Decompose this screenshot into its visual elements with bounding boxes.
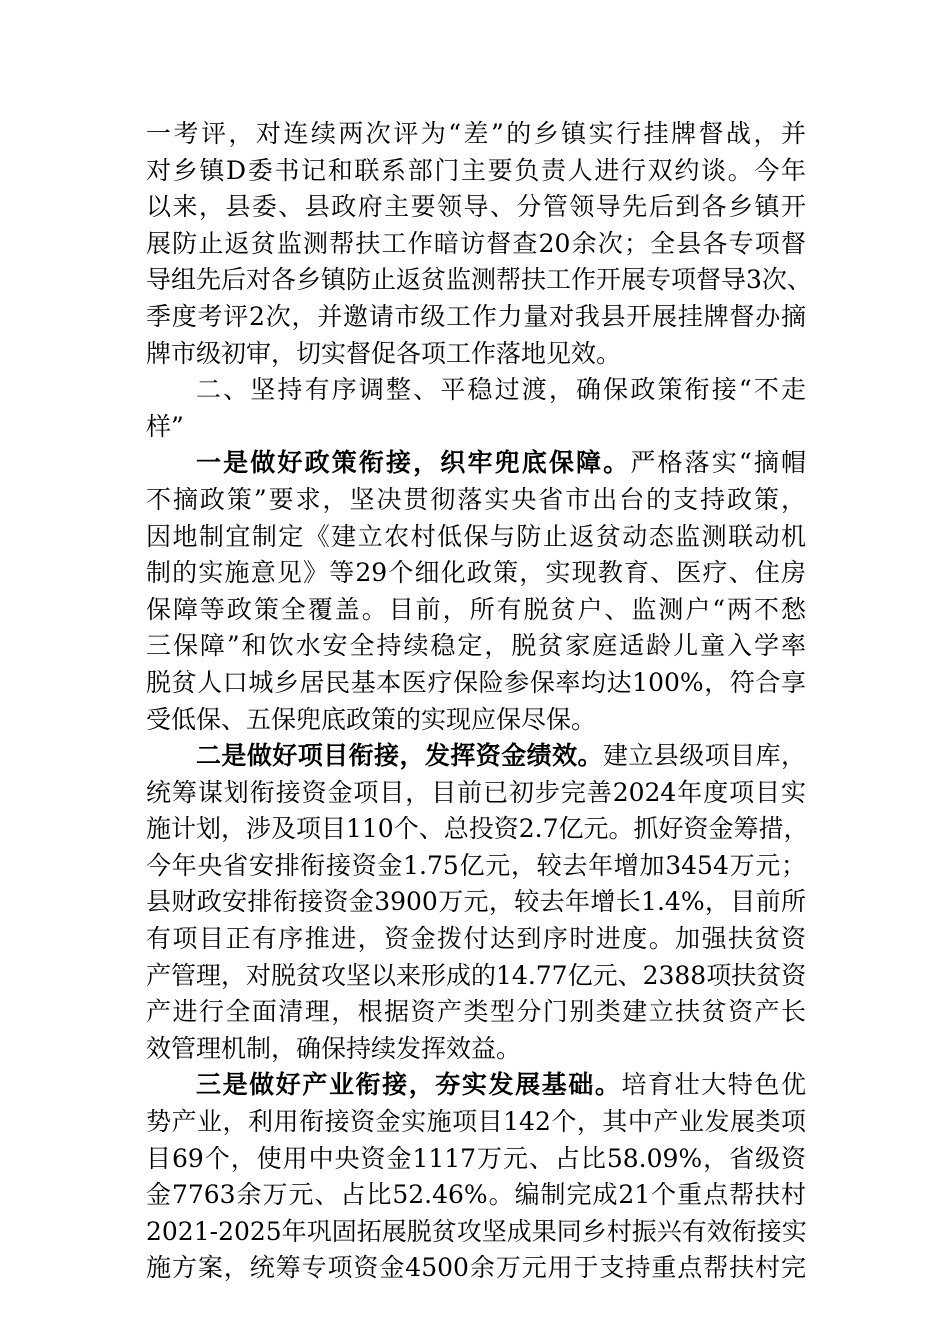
text-line: 制的实施意见》等29个细化政策，实现教育、医疗、住房: [146, 558, 806, 588]
text-line: 效管理机制，确保持续发挥效益。: [146, 1033, 522, 1063]
text-line: [146, 445, 806, 482]
paragraph-lead-rest: 培育壮大特色优: [621, 1070, 806, 1100]
text-line: 牌市级初审，切实督促各项工作落地见效。: [146, 338, 622, 368]
paragraph-lead: 一是做好政策衔接，织牢兜底保障。: [196, 448, 631, 478]
text-line: 统筹谋划衔接资金项目，目前已初步完善2024年度项目实: [146, 777, 806, 807]
text-line: 因地制宜制定《建立农村低保与防止返贫动态监测联动机: [146, 521, 806, 551]
paragraph-lead-rest: 建立县级项目库，: [602, 741, 806, 771]
text-line: 今年央省安排衔接资金1.75亿元，较去年增加3454万元；: [146, 850, 806, 880]
paragraph-industry: [146, 1067, 806, 1287]
text-line: 有项目正有序推进，资金拨付达到序时进度。加强扶贫资: [146, 924, 806, 954]
text-line: 导组先后对各乡镇防止返贫监测帮扶工作开展专项督导3次、: [146, 265, 812, 295]
paragraph-lead: 二是做好项目衔接，发挥资金绩效。: [196, 741, 603, 771]
text-line: 以来，县委、县政府主要领导、分管领导先后到各乡镇开: [146, 192, 806, 222]
text-line: 季度考评2次，并邀请市级工作力量对我县开展挂牌督办摘: [146, 301, 806, 331]
document-page: [146, 116, 812, 1287]
heading-line: 样”: [146, 411, 184, 441]
paragraph-lead-rest: 严格落实“摘帽: [630, 448, 806, 478]
text-line: 2021-2025年巩固拓展脱贫攻坚成果同乡村振兴有效衔接实: [146, 1216, 807, 1246]
text-line: 对乡镇D委书记和联系部门主要负责人进行双约谈。今年: [146, 155, 806, 185]
text-line: 势产业，利用衔接资金实施项目142个，其中产业发展类项: [146, 1107, 806, 1137]
paragraph-policy: [146, 445, 806, 738]
text-line: [146, 1067, 806, 1104]
text-line: 产管理，对脱贫攻坚以来形成的14.77亿元、2388项扶贫资: [146, 960, 807, 990]
text-line: [146, 738, 806, 775]
heading-line: 二、坚持有序调整、平稳过渡，确保政策衔接“不走: [196, 375, 806, 405]
text-line: 一考评，对连续两次评为“差”的乡镇实行挂牌督战，并: [146, 119, 806, 148]
text-line: 展防止返贫监测帮扶工作暗访督查20余次；全县各专项督: [146, 228, 806, 258]
text-line: 施计划，涉及项目110个、总投资2.7亿元。抓好资金筹措，: [146, 814, 809, 844]
paragraph-lead: 三是做好产业衔接，夯实发展基础。: [196, 1070, 622, 1100]
text-line: 金7763余万元、占比52.46%。编制完成21个重点帮扶村: [146, 1180, 806, 1210]
text-line: 县财政安排衔接资金3900万元，较去年增长1.4%，目前所: [146, 887, 806, 917]
text-line: 施方案，统筹专项资金4500余万元用于支持重点帮扶村完: [146, 1253, 806, 1283]
paragraph-project: [146, 738, 809, 1067]
text-line: 目69个，使用中央资金1117万元、占比58.09%，省级资: [146, 1143, 806, 1173]
text-line: 三保障”和饮水安全持续稳定，脱贫家庭适龄儿童入学率: [146, 631, 806, 661]
text-line: 产进行全面清理，根据资产类型分门别类建立扶贫资产长: [146, 997, 806, 1027]
paragraph-intro: [146, 116, 812, 372]
section-heading: [146, 372, 806, 445]
text-line: 脱贫人口城乡居民基本医疗保险参保率均达100%，符合享: [146, 667, 806, 697]
text-line: 保障等政策全覆盖。目前，所有脱贫户、监测户“两不愁: [146, 594, 806, 624]
text-line: 不摘政策”要求，坚决贯彻落实央省市出台的支持政策，: [146, 484, 806, 514]
text-line: 受低保、五保兜底政策的实现应保尽保。: [146, 704, 597, 734]
